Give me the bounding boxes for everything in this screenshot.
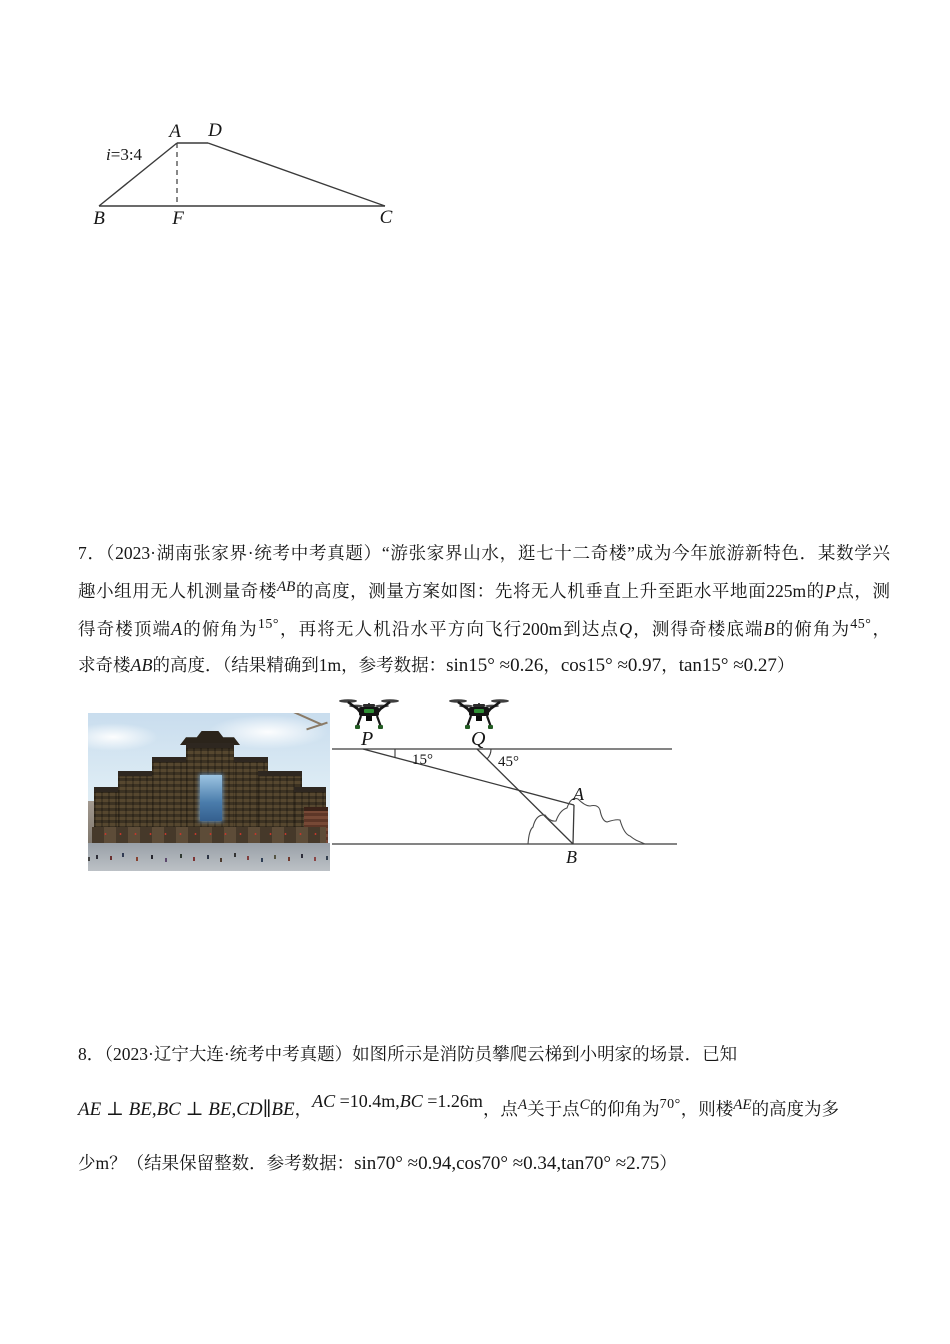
text-segment: A [171,619,183,639]
problem7-line4 [78,652,890,679]
text-segment: ，点 [482,1099,518,1119]
text-segment: 8．（2023·辽宁大连·统考中考真题）如图所示是消防员攀爬云梯到小明家的场景．已知 [78,1044,738,1064]
text-segment: 7．（2023·湖南张家界·统考中考真题）“游张家界山水，逛七十二奇楼”成为今年旅游新特色．某数学兴 [78,543,890,563]
vertex-label-B: B [93,208,105,229]
text-segment: BE [208,1099,232,1120]
text-segment: P [824,581,836,601]
text-segment: 的俯角为 [774,619,851,639]
text-segment: Q [619,619,633,639]
text-segment: ， [294,1099,313,1119]
text-segment: AB [130,655,153,675]
point-label-Q: Q [471,728,486,750]
text-segment: =1.26m [422,1091,483,1111]
waterfall-feature [200,775,222,821]
text-segment: BC [399,1091,423,1111]
text-segment: A [517,1097,528,1113]
angle-label-45: 45° [498,754,519,770]
text-segment: 点，测 [835,581,890,601]
vertex-label-D: D [208,120,222,141]
point-label-P: P [361,728,374,750]
problem7-line2 [78,578,890,606]
text-segment: 的高度为多 [751,1099,840,1119]
red-lanterns [94,830,324,836]
text-segment: ） [776,655,795,675]
slope-ratio-label: i=3:4 [106,145,143,164]
text-segment: 15° [257,617,279,632]
building-photo [88,713,330,871]
text-segment: 的高度．（结果精确到1m，参考数据： [152,655,447,675]
text-segment: ，测得奇楼底端 [632,619,764,639]
text-segment: 45° [850,617,872,632]
text-segment: ，则楼 [680,1099,734,1119]
text-segment: ，再将无人机沿水平方向飞行200m到达点 [278,619,620,639]
text-segment: cos15° ≈0.97 [560,655,662,676]
text-segment: ） [659,1153,677,1173]
problem7-line3 [78,616,890,645]
text-segment: 求奇楼 [78,655,131,675]
text-segment: 关于点 [527,1099,580,1119]
text-segment: tan15° ≈0.27 [678,655,777,676]
text-segment: 趣小组用无人机测量奇楼 [78,581,277,601]
drone-icon [449,699,509,729]
text-segment: 的俯角为 [182,619,258,639]
text-segment: AC [312,1091,336,1111]
text-segment: ⊥ [180,1099,209,1120]
text-segment: , [151,1099,157,1120]
plaza [88,843,330,871]
problem7-line1 [78,540,890,566]
drone-measurement-diagram [330,688,690,874]
text-segment: sin70° ≈0.94,cos70° ≈0.34,tan70° ≈2.75 [354,1153,660,1174]
cloud [88,723,158,751]
text-segment: BE [128,1099,152,1120]
text-segment: C [579,1097,590,1113]
problem8-line1 [78,1041,890,1067]
vertex-label-C: C [379,207,393,228]
slope-trapezoid-diagram [85,115,405,235]
point-label-A: A [573,784,584,804]
crowd-people [96,855,98,859]
text-segment: 得奇楼顶端 [78,619,172,639]
drone-icon [339,699,399,729]
problem8-line2 [78,1091,890,1125]
vertex-label-A: A [169,121,181,142]
text-segment: ， [871,619,891,639]
text-segment: AB [276,579,296,595]
text-segment: ∥ [262,1099,272,1120]
point-label-B: B [566,847,577,867]
text-segment: 的高度，测量方案如图：先将无人机垂直上升至距水平地面225m的 [295,581,825,601]
problem8-line3 [78,1150,890,1177]
angle-label-15: 15° [412,752,433,768]
text-segment: AE [78,1099,102,1120]
text-segment: BC [156,1099,181,1120]
text-segment: ⊥ [101,1099,129,1120]
text-segment: CD [236,1099,263,1120]
text-segment: =10.4m, [335,1091,400,1111]
text-segment: 少m？（结果保留整数．参考数据： [78,1153,355,1173]
text-segment: B [763,619,775,639]
text-segment: 的仰角为 [589,1099,660,1119]
text-segment: ， [661,655,679,675]
text-segment: ， [543,655,561,675]
text-segment: , [231,1099,237,1120]
text-segment: AE [733,1097,752,1113]
mountain-outline [528,798,645,844]
text-segment: BE [271,1099,295,1120]
vertex-label-F: F [172,208,184,229]
text-segment: sin15° ≈0.26 [446,655,544,676]
text-segment: 70° [659,1097,681,1112]
